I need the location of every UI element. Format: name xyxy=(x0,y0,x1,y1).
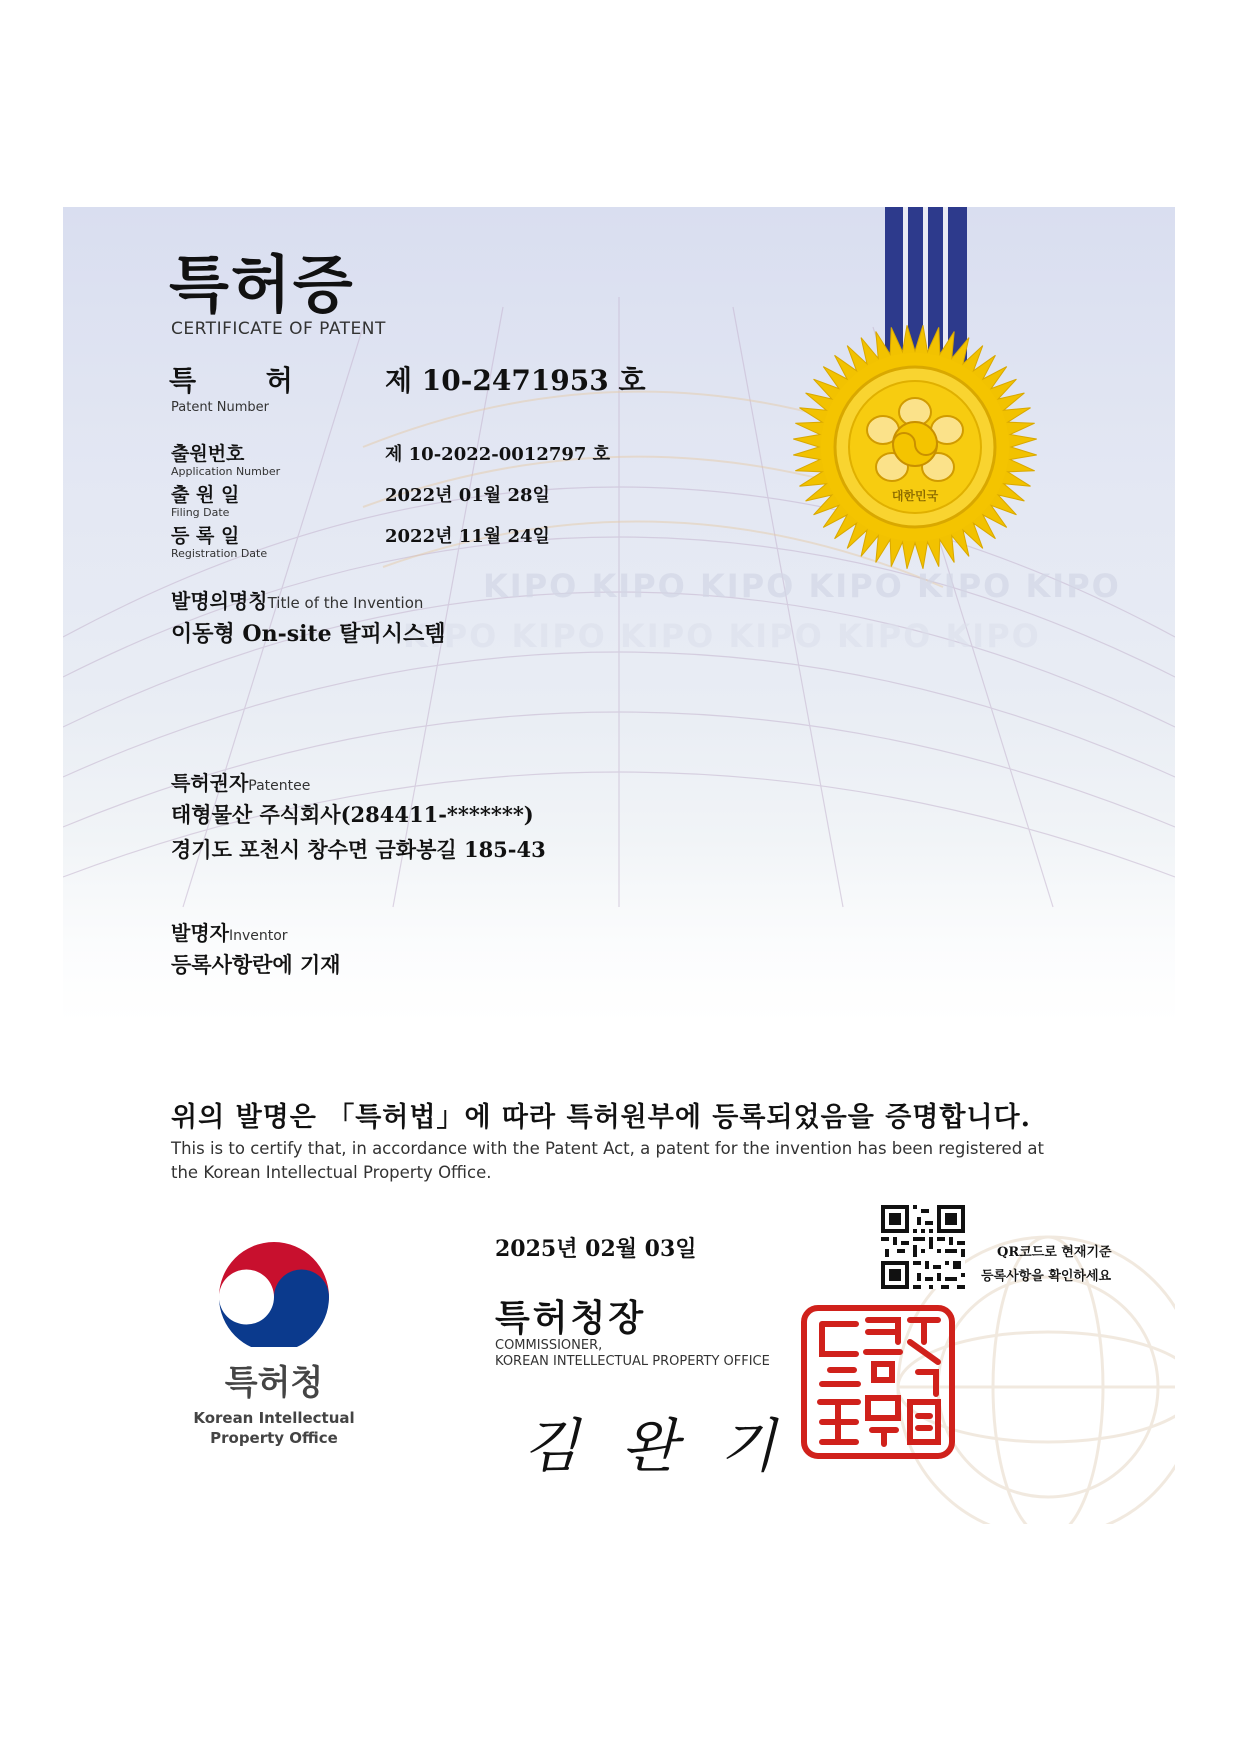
registration-label-en: Registration Date xyxy=(171,547,268,560)
patent-label-en: Patent Number xyxy=(171,400,270,415)
patent-label: 특 허 xyxy=(169,364,293,397)
invention-label-en: Title of the Invention xyxy=(267,594,424,612)
patentee-address: 경기도 포천시 창수면 금화봉길 185-43 xyxy=(171,837,546,862)
logo-name-en-1: Korean Intellectual xyxy=(193,1409,355,1427)
commissioner-title-en-1: COMMISSIONER, xyxy=(495,1338,603,1353)
page-title: 특허증 xyxy=(169,248,355,321)
logo-name-ko: 특허청 xyxy=(224,1363,324,1403)
filing-date: 2022년 01월 28일 xyxy=(385,485,550,506)
seal-text: 대한민국 xyxy=(891,489,939,503)
invention-label-row xyxy=(171,585,423,614)
watermark: KIPO KIPO KIPO KIPO KIPO KIPO xyxy=(403,617,1041,655)
commissioner-signature: 김 완 기 xyxy=(523,1412,776,1480)
gold-medal-icon xyxy=(790,322,1040,572)
inventor-value: 등록사항란에 기재 xyxy=(171,952,341,977)
registration-label: 등 록 일 xyxy=(171,525,240,547)
logo-name-en-2: Property Office xyxy=(210,1429,338,1447)
patentee-label-row xyxy=(171,767,310,796)
commissioner-title-en-2: KOREAN INTELLECTUAL PROPERTY OFFICE xyxy=(495,1354,770,1369)
qr-note-line-1: QR코드로 현재기준 xyxy=(997,1245,1112,1260)
qr-note-line-2: 등록사항을 확인하세요 xyxy=(981,1269,1112,1284)
inventor-label-en: Inventor xyxy=(228,928,288,944)
invention-label: 발명의명칭 xyxy=(171,589,268,613)
page-subtitle: CERTIFICATE OF PATENT xyxy=(171,319,386,339)
inventor-label-row xyxy=(171,917,288,946)
watermark: KIPO KIPO KIPO KIPO KIPO KIPO xyxy=(483,567,1121,605)
patentee-label: 특허권자 xyxy=(171,771,249,795)
patentee-label-en: Patentee xyxy=(248,778,311,794)
kipo-logo-icon xyxy=(209,1237,339,1347)
official-seal-icon xyxy=(798,1302,958,1462)
certification-statement: 위의 발명은 「특허법」에 따라 특허원부에 등록되었음을 증명합니다. xyxy=(171,1102,1032,1133)
registration-date: 2022년 11월 24일 xyxy=(385,526,550,547)
qr-code-icon[interactable] xyxy=(881,1205,965,1289)
application-label-en: Application Number xyxy=(171,465,281,478)
application-label: 출원번호 xyxy=(171,443,245,465)
certification-statement-en-1: This is to certify that, in accordance with the Patent Act, a patent for the invention has been registered at xyxy=(171,1139,1045,1158)
patentee-name: 태형물산 주식회사(284411-*******) xyxy=(171,802,534,827)
certificate xyxy=(63,207,1175,1524)
patent-number: 제 10-2471953 호 xyxy=(385,364,646,397)
certification-statement-en-2: the Korean Intellectual Property Office. xyxy=(171,1163,492,1182)
filing-label-en: Filing Date xyxy=(171,506,230,519)
inventor-label: 발명자 xyxy=(171,921,229,945)
commissioner-title: 특허청장 xyxy=(495,1297,647,1339)
application-number: 제 10-2022-0012797 호 xyxy=(385,444,611,465)
invention-title: 이동형 On-site 탈피시스템 xyxy=(171,621,446,647)
filing-label: 출 원 일 xyxy=(171,484,240,506)
issue-date: 2025년 02월 03일 xyxy=(495,1236,697,1262)
